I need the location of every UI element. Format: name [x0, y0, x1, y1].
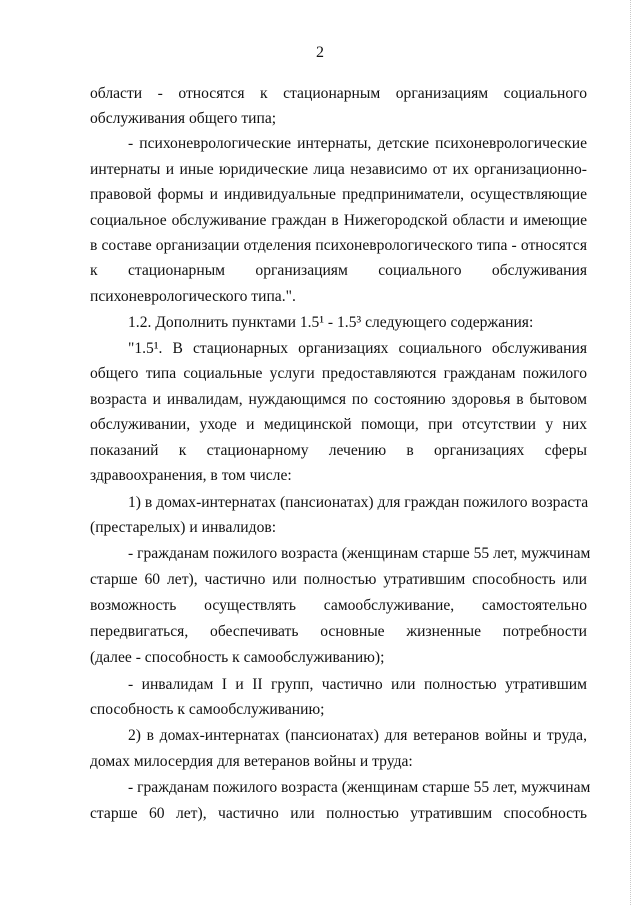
text-line: 1.2. Дополнить пунктами 1.5¹ - 1.5³ следующего содержания:	[128, 314, 534, 331]
text-line: 1) в домах-интернатах (пансионатах) для граждан пожилого возраста	[128, 494, 589, 511]
text-line: показаний к стационарному лечению в организациях сферы	[90, 442, 587, 459]
text-line: - психоневрологические интернаты, детские психоневрологические	[128, 135, 587, 152]
text-line: возраста и инвалидам, нуждающимся по состоянию здоровья в бытовом	[90, 391, 587, 408]
text-line: здравоохранения, в том числе:	[90, 467, 292, 484]
text-line: области - относятся к стационарным организациям социального	[90, 85, 587, 102]
text-line: общего типа социальные услуги предоставляются гражданам пожилого	[90, 365, 587, 382]
text-line: - гражданам пожилого возраста (женщинам старше 55 лет, мужчинам	[128, 779, 591, 796]
text-line: домах милосердия для ветеранов войны и труда:	[90, 753, 413, 770]
text-line: способность к самообслуживанию;	[90, 701, 325, 718]
text-line: (далее - способность к самообслуживанию);	[90, 649, 385, 666]
text-line: - гражданам пожилого возраста (женщинам старше 55 лет, мужчинам	[128, 545, 591, 562]
text-line: психоневрологического типа.".	[90, 288, 296, 305]
text-line: "1.5¹. В стационарных организациях социального обслуживания	[128, 340, 587, 357]
text-line: - инвалидам I и II групп, частично или полностью утратившим	[128, 676, 587, 693]
text-line: обслуживания общего типа;	[90, 110, 277, 127]
scan-edge-line	[630, 0, 631, 905]
page-number: 2	[316, 44, 324, 61]
text-line: возможность осуществлять самообслуживание, самостоятельно	[90, 597, 587, 614]
text-line: (престарелых) и инвалидов:	[90, 519, 277, 536]
text-line: в составе организации отделения психоневрологического типа - относятся	[90, 237, 587, 254]
text-line: обслуживании, уходе и медицинской помощи, при отсутствии у них	[90, 416, 587, 433]
text-line: интернаты и иные юридические лица независимо от их организационно-	[90, 161, 587, 178]
text-line: старше 60 лет), частично или полностью утратившим способность	[90, 805, 587, 822]
text-line: старше 60 лет), частично или полностью утратившим способность или	[90, 571, 587, 588]
text-line: социальное обслуживание граждан в Нижегородской области и имеющие	[90, 212, 587, 229]
text-line: к стационарным организациям социального обслуживания	[90, 262, 587, 279]
text-line: 2) в домах-интернатах (пансионатах) для ветеранов войны и труда,	[128, 727, 587, 744]
text-line: передвигаться, обеспечивать основные жизненные потребности	[90, 623, 587, 640]
text-line: правовой формы и индивидуальные предприниматели, осуществляющие	[90, 186, 587, 203]
